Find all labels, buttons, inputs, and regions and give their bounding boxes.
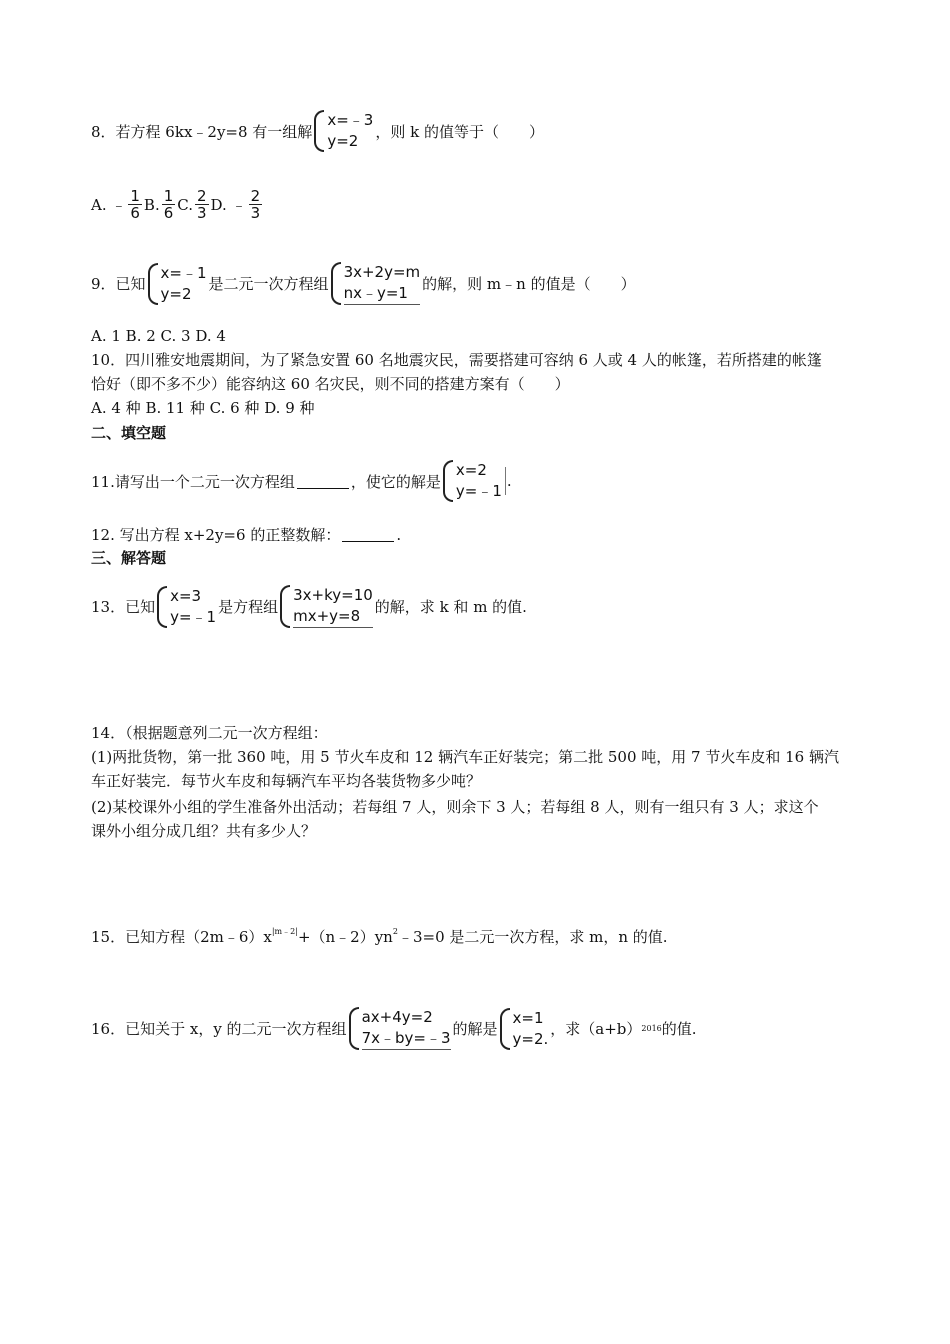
brace-icon (157, 586, 167, 628)
brace-icon (349, 1007, 359, 1050)
section-heading-fill-blank: 二、填空题 (91, 424, 167, 442)
question-8 (91, 110, 544, 152)
question-12: 12. 写出方程 x+2y=6 的正整数解： . (91, 525, 402, 544)
answer-blank[interactable] (342, 527, 394, 542)
q13-equation-system: 3x+ky=10 mx+y=8 (280, 585, 373, 628)
option-c-fraction: $\frac{2}{3}$ (196, 187, 207, 222)
question-9: 9．已知 x=﹣1 y=2 是二元一次方程组 3x+2y=m nx﹣y=1 的解，则 m﹣n 的值是（ ） (91, 262, 636, 305)
brace-icon (500, 1008, 510, 1050)
q10-line-1: 10．四川雅安地震期间，为了紧急安置 60 名地震灾民，需要搭建可容纳 6 人或 4 人的帐篷，若所搭建的帐篷 (91, 351, 822, 369)
q14-line-5: 课外小组分成几组？共有多少人？ (91, 822, 317, 840)
answer-blank[interactable] (297, 474, 349, 489)
q16-equation-system: ax+4y=2 7x﹣by=﹣3 (349, 1007, 451, 1050)
q10-line-2: 恰好（即不多不少）能容纳这 60 名灾民，则不同的搭建方案有（ ） (91, 375, 570, 393)
q13-solution-system: x=3 y=﹣1 (157, 586, 216, 628)
option-b-fraction: $\frac{1}{6}$ (163, 187, 174, 222)
q9-equation-system: 3x+2y=m nx﹣y=1 (331, 262, 421, 305)
q9-options: A. 1 B. 2 C. 3 D. 4 (91, 327, 226, 345)
q10-options: A. 4 种 B. 11 种 C. 6 种 D. 9 种 (91, 399, 315, 417)
q14-line-4: (2)某校课外小组的学生准备外出活动；若每组 7 人，则余下 3 人；若每组 8 人，则有一组只有 3 人；求这个 (91, 798, 819, 816)
section-heading-answer: 三、解答题 (91, 549, 167, 567)
q8-text: 8．若方程 6kx﹣2y=8 有一组解 (91, 122, 313, 141)
brace-icon (443, 460, 453, 502)
option-d-fraction: $\frac{2}{3}$ (250, 187, 261, 222)
brace-icon (148, 263, 158, 305)
q16-solution-system: x=1 y=2. (500, 1008, 549, 1050)
question-11: 11.请写出一个二元一次方程组 ，使它的解是 x=2 y=﹣1 . (91, 461, 512, 500)
question-15: 15．已知方程$(2m﹣6)x^{|m﹣2|}+(n﹣2)yn^2﹣3=0$ 是二元一次方程，求 m，n 的值. (91, 927, 668, 946)
option-a-label: A. ﹣ (91, 196, 127, 214)
brace-icon (314, 110, 324, 152)
q9-solution-system: x=﹣1 y=2 (148, 263, 207, 305)
question-16: 16．已知关于 x，y 的二元一次方程组 ax+4y=2 7x﹣by=﹣3 的解是 x=1 y=2. ，求（a+b） 2016 的值. (91, 1007, 697, 1050)
brace-icon (331, 262, 341, 305)
q14-line-2: (1)两批货物，第一批 360 吨，用 5 节火车皮和 12 辆汽车正好装完；第二批 500 吨，用 7 节火车皮和 16 辆汽 (91, 748, 839, 766)
question-13: 13．已知 x=3 y=﹣1 是方程组 3x+ky=10 mx+y=8 的解，求 k 和 m 的值. (91, 585, 527, 628)
q9-text: 9．已知 (91, 275, 146, 293)
option-b-label: B. (143, 195, 160, 214)
q8-solution-system: x=﹣3 y=2 (314, 110, 373, 152)
q14-line-3: 车正好装完．每节火车皮和每辆汽车平均各装货物多少吨？ (91, 772, 482, 790)
option-d-label: D. ﹣ (210, 196, 247, 214)
q14-line-1: 14．（根据题意列二元一次方程组： (91, 724, 328, 742)
question-8-options (91, 188, 264, 221)
option-a-fraction: $\frac{1}{6}$ (130, 187, 140, 222)
q8-answer-prompt: ，则 k 的值等于（ ） (375, 122, 544, 141)
brace-icon (280, 585, 290, 628)
q11-solution-system: x=2 y=﹣1 (443, 460, 502, 502)
option-c-label: C. (177, 195, 193, 214)
